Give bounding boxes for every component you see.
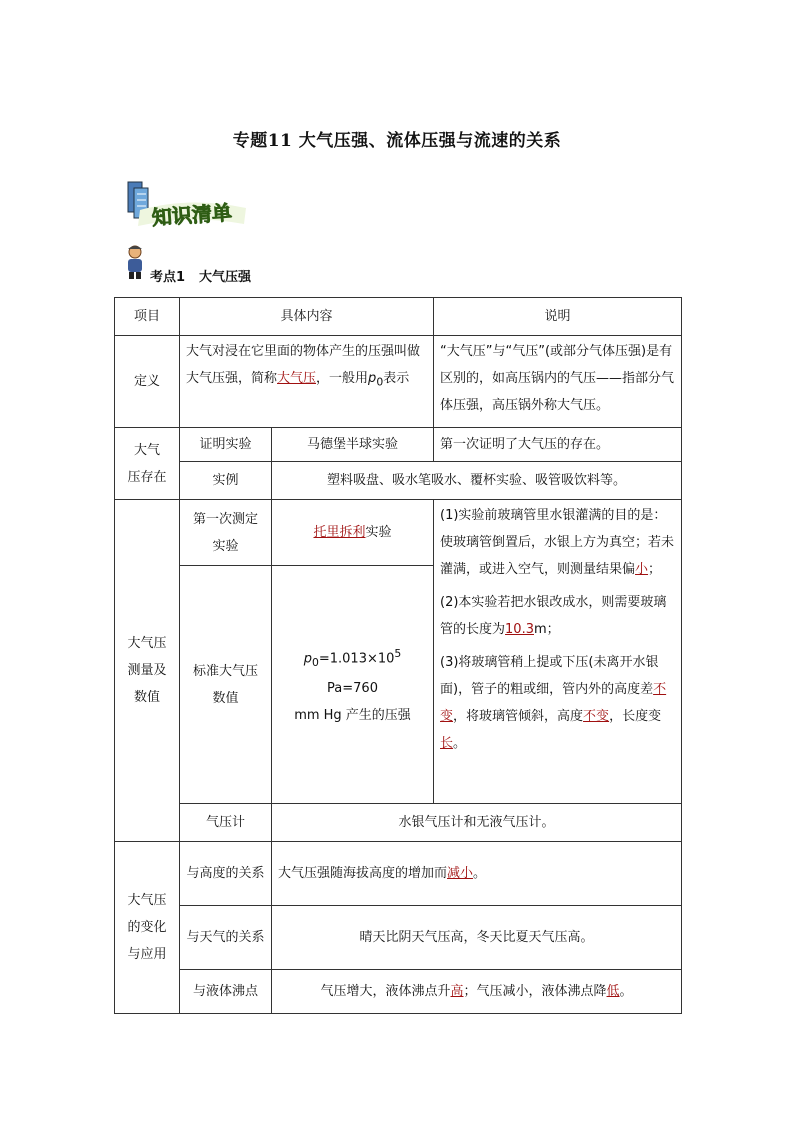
answer-10-3: 10.3 <box>505 622 534 637</box>
header-note: 说明 <box>434 298 682 336</box>
definition-note: “大气压”与“气压”(或部分气体压强)是有区别的，如高压锅内的气压——指部分气体压强，高压锅外称大气压。 <box>434 336 682 428</box>
table-row-change-height <box>115 842 682 906</box>
measure-notes <box>434 500 682 804</box>
table-row-measure-first <box>115 500 682 566</box>
answer-jianxiao: 减小 <box>447 866 474 881</box>
kaodian-number: 考点1 <box>150 270 186 285</box>
row-item-measure: 大气压 测量及 数值 <box>115 500 180 842</box>
barometer-label: 气压计 <box>180 804 272 842</box>
proof-value: 马德堡半球实验 <box>272 428 434 462</box>
knowledge-table <box>114 297 682 1014</box>
standard-value-line-2: mm Hg 产生的压强 <box>294 708 411 724</box>
example-value: 塑料吸盘、吸水笔吸水、覆杯实验、吸管吸饮料等。 <box>272 462 682 500</box>
boil-label: 与液体沸点 <box>180 970 272 1014</box>
first-experiment-label: 第一次测定 实验 <box>180 500 272 566</box>
teacher-icon <box>124 244 146 280</box>
row-item-change: 大气压 的变化 与应用 <box>115 842 180 1014</box>
definition-text-a: 大气对浸在它里面的物体产生的压强叫做大气压强，简称 <box>186 344 421 386</box>
height-label: 与高度的关系 <box>180 842 272 906</box>
proof-label: 证明实验 <box>180 428 272 462</box>
standard-label: 标准大气压 数值 <box>180 566 272 804</box>
proof-note: 第一次证明了大气压的存在。 <box>434 428 682 462</box>
kaodian-name: 大气压强 <box>199 270 252 285</box>
answer-bubian-2: 不变 <box>583 709 610 724</box>
standard-value-line-1: $p_0=1.013\times 10^5$ Pa=760 <box>303 646 402 697</box>
definition-text-c: 表示 <box>383 371 410 386</box>
barometer-value: 水银气压计和无液气压计。 <box>272 804 682 842</box>
answer-xiao: 小 <box>635 562 649 577</box>
standard-value <box>272 566 434 804</box>
answer-torricelli: 托里拆利 <box>313 525 366 540</box>
note-1: (1)实验前玻璃管里水银灌满的目的是：使玻璃管倒置后，水银上方为真空；若未灌满，或进入空气，则测量结果偏小； <box>440 508 675 577</box>
banner-text: 知识清单 <box>151 200 233 230</box>
weather-value: 晴天比阴天气压高，冬天比夏天气压高。 <box>272 906 682 970</box>
knowledge-list-banner <box>120 178 250 232</box>
boil-value: 气压增大，液体沸点升高；气压减小，液体沸点降低。 <box>272 970 682 1014</box>
header-content: 具体内容 <box>180 298 434 336</box>
table-row-exist-example <box>115 462 682 500</box>
answer-daqiya: 大气压 <box>277 371 317 386</box>
symbol-sub: 0 <box>376 375 384 389</box>
table-row-change-weather <box>115 906 682 970</box>
answer-bubian-1: 不变 <box>440 682 667 724</box>
document-title: 专题11 大气压强、流体压强与流速的关系 <box>232 131 562 151</box>
example-label: 实例 <box>180 462 272 500</box>
definition-content <box>180 336 434 428</box>
note-2: (2)本实验若把水银改成水，则需要玻璃管的长度为10.3m； <box>440 595 667 637</box>
note-3: (3)将玻璃管稍上提或下压(未离开水银面)，管子的粗或细，管内外的高度差不变，将玻璃管倾斜，高度不变，长度变长。 <box>440 655 667 751</box>
first-experiment-value: 托里拆利实验 <box>272 500 434 566</box>
table-row-exist-proof <box>115 428 682 462</box>
row-item-definition: 定义 <box>115 336 180 428</box>
answer-gao: 高 <box>450 984 464 999</box>
definition-text-b: ，一般用 <box>316 371 369 386</box>
height-value: 大气压强随海拔高度的增加而减小。 <box>272 842 682 906</box>
row-item-exist: 大气 压存在 <box>115 428 180 500</box>
table-row-change-boil <box>115 970 682 1014</box>
weather-label: 与天气的关系 <box>180 906 272 970</box>
table-header-row <box>115 298 682 336</box>
kaodian-heading <box>150 266 265 285</box>
symbol-p: p <box>368 371 377 386</box>
header-item: 项目 <box>115 298 180 336</box>
table-row-barometer <box>115 804 682 842</box>
table-row-definition <box>115 336 682 428</box>
answer-di: 低 <box>606 984 620 999</box>
answer-chang: 长 <box>440 736 454 751</box>
